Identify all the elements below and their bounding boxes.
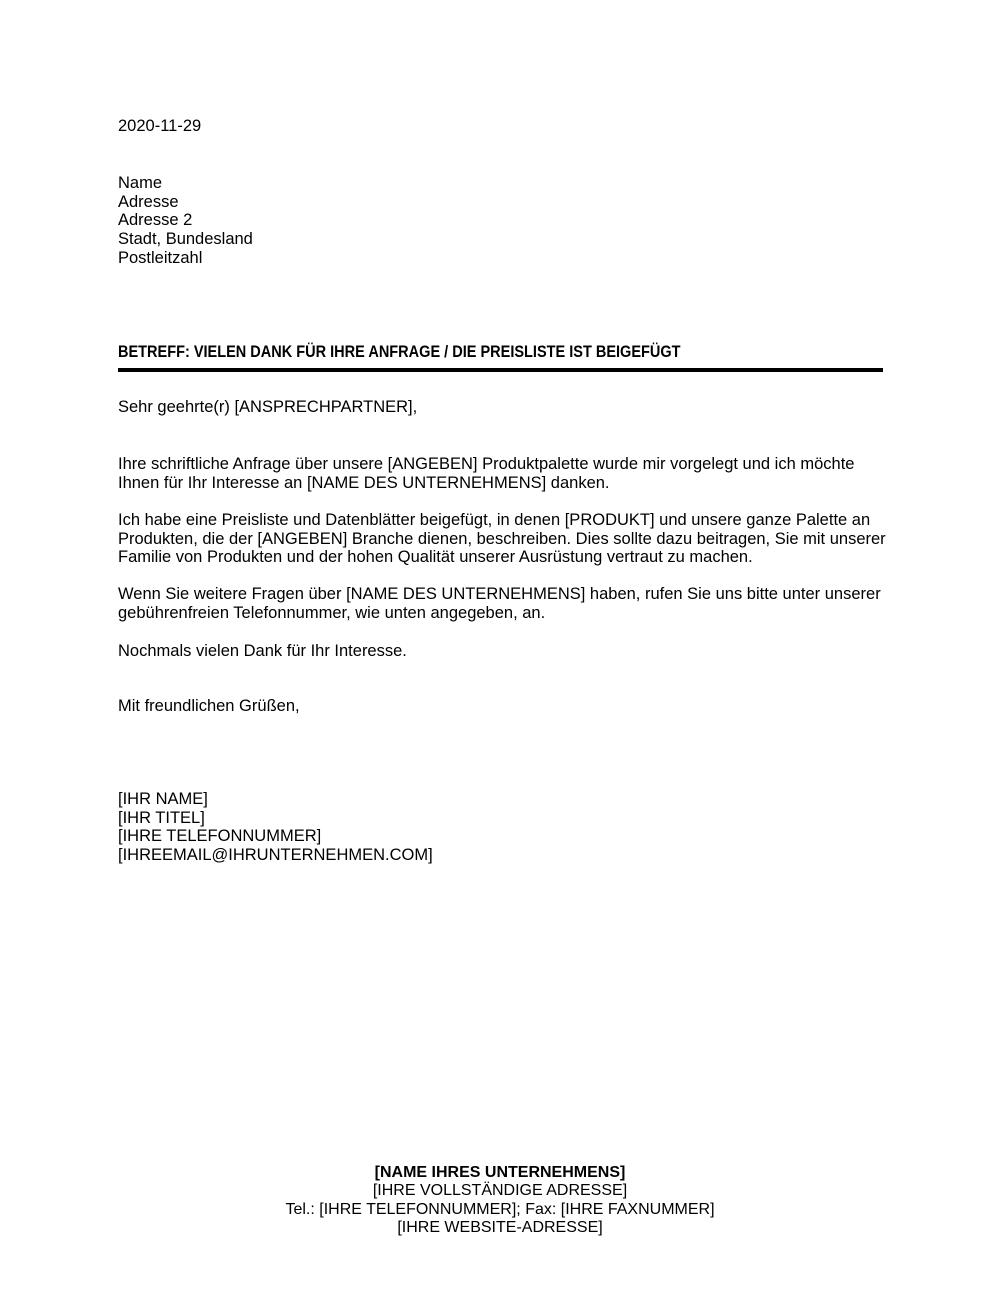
paragraph-line: Ihre schriftliche Anfrage über unsere [ANGEBEN] Produktpalette wurde mir vorgelegt und ich möchte [118, 455, 855, 473]
signature-phone: [IHRE TELEFONNUMMER] [118, 827, 322, 846]
closing: Mit freundlichen Grüßen, [118, 697, 300, 715]
signature-title: [IHR TITEL] [118, 808, 205, 827]
footer-phone-fax: Tel.: [IHRE TELEFONNUMMER]; Fax: [IHRE FAXNUMMER] [285, 1200, 715, 1218]
paragraph-line: Ihnen für Ihr Interesse an [NAME DES UNTERNEHMENS] danken. [118, 473, 610, 492]
recipient-address-1: Adresse [118, 192, 179, 211]
signature-name: [IHR NAME] [118, 790, 208, 808]
paragraph-line: gebührenfreien Telefonnummer, wie unten angegeben, an. [118, 603, 546, 622]
footer-company-name: [NAME IHRES UNTERNEHMENS] [374, 1164, 626, 1181]
footer-website: [IHRE WEBSITE-ADRESSE] [397, 1219, 603, 1237]
salutation: Sehr geehrte(r) [ANSPRECHPARTNER], [118, 398, 418, 416]
signature-email: [IHREEMAIL@IHRUNTERNEHMEN.COM] [118, 846, 433, 865]
subject-heading: BETREFF: VIELEN DANK FÜR IHRE ANFRAGE / DIE PREISLISTE IST BEIGEFÜGT [118, 343, 681, 361]
recipient-postal-code: Postleitzahl [118, 248, 203, 267]
footer [0, 1164, 1000, 1238]
footer-address: [IHRE VOLLSTÄNDIGE ADRESSE] [372, 1182, 628, 1200]
body-paragraph-1 [118, 455, 854, 492]
recipient-address-block [118, 174, 253, 268]
recipient-address-2: Adresse 2 [118, 211, 193, 230]
body-paragraph-3 [118, 585, 881, 622]
recipient-name: Name [118, 174, 163, 192]
letter-date: 2020-11-29 [118, 117, 202, 135]
body-paragraph-4 [118, 642, 407, 661]
paragraph-line: Produkten, die der [ANGEBEN] Branche dienen, beschreiben. Dies sollte dazu beitragen, Sie mit unserer [118, 529, 886, 548]
body-paragraph-2 [118, 511, 886, 567]
paragraph-line: Wenn Sie weitere Fragen über [NAME DES UNTERNEHMENS] haben, rufen Sie uns bitte unter unserer [118, 585, 881, 603]
paragraph-line: Familie von Produkten und der hohen Qualität unserer Ausrüstung vertraut zu machen. [118, 548, 753, 567]
recipient-city-state: Stadt, Bundesland [118, 230, 253, 249]
paragraph-line: Ich habe eine Preisliste und Datenblätter beigefügt, in denen [PRODUKT] und unsere ganze Palette an [118, 511, 871, 529]
subject-underline-rule [118, 368, 883, 372]
paragraph-line: Nochmals vielen Dank für Ihr Interesse. [118, 642, 407, 660]
signature-block [118, 790, 433, 865]
